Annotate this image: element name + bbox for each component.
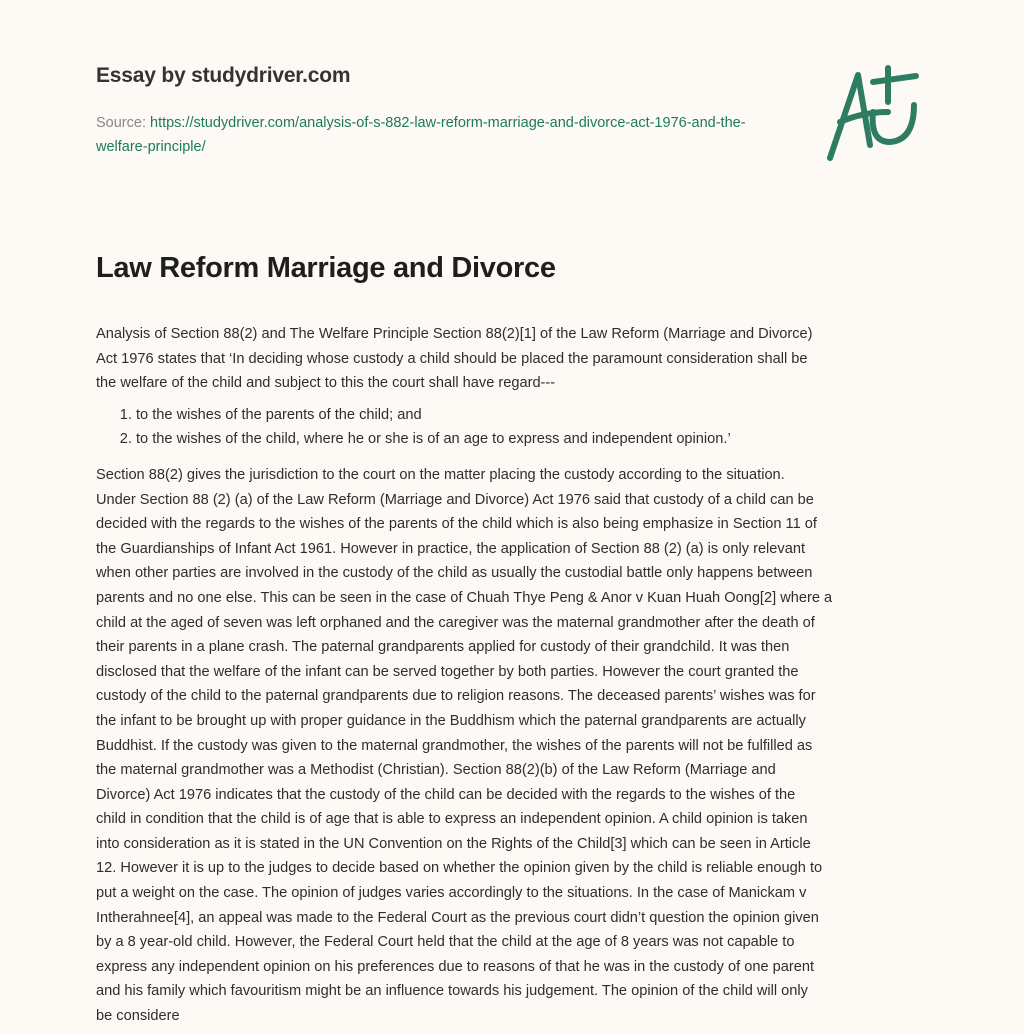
text-line: when other parties are involved in the custody of the child as usually the custodial battle only happens between xyxy=(96,565,813,582)
text-line: disclosed that the welfare of the infant can be served together by both parties. However the court granted the xyxy=(96,663,799,680)
text-line: decided with the regards to the wishes of the parents of the child which is also being emphasize in Section 11 of xyxy=(96,516,817,533)
main-paragraph xyxy=(96,463,936,1029)
site-brand: Essay by studydriver.com xyxy=(96,64,351,87)
source-line xyxy=(96,111,776,159)
text-line: the infant to be brought up with proper guidance in the Buddhism which the paternal grandparents are actually xyxy=(96,712,806,729)
text-line: and his family which favouritism might be an influence towards his judgement. The opinion of the child will only xyxy=(96,983,808,1000)
text-line: the welfare of the child and subject to this the court shall have regard--- xyxy=(96,375,556,392)
text-line: parents and no one else. This can be seen in the case of Chuah Thye Peng & Anor v Kuan Huah Oong[2] where a xyxy=(96,589,833,606)
text-line: the Guardianships of Infant Act 1961. However in practice, the application of Section 88 (2) (a) is only relevant xyxy=(96,540,806,557)
text-line: child at the aged of seven was left orphaned and the caregiver was the maternal grandmother after the death of xyxy=(96,614,815,631)
text-line: child in condition that the child is of age that is able to express an independent opinion. A child opinion is taken xyxy=(96,811,808,828)
source-label: Source: xyxy=(96,115,150,131)
text-line: their parents in a plane crash. The paternal grandparents applied for custody of their grandchild. It was then xyxy=(96,639,790,656)
intro-paragraph xyxy=(96,322,936,396)
essay-title: Law Reform Marriage and Divorce xyxy=(96,252,556,284)
essay-body xyxy=(96,322,936,1029)
text-line: the maternal grandmother was a Methodist (Christian). Section 88(2)(b) of the Law Reform (Marriage and xyxy=(96,762,776,779)
list-item: 1. to the wishes of the parents of the child; and xyxy=(136,403,936,428)
text-line: Act 1976 states that ‘In deciding whose custody a child should be placed the paramount consideration shall be xyxy=(96,350,808,367)
text-line: be considere xyxy=(96,1008,180,1025)
text-line: by a 8 year-old child. However, the Federal Court held that the child at the age of 8 years was not capable to xyxy=(96,934,795,951)
list-item: 2. to the wishes of the child, where he or she is of an age to express and independent opinion.’ xyxy=(136,427,936,452)
wishes-list xyxy=(96,403,936,452)
text-line: Divorce) Act 1976 indicates that the custody of the child can be decided with the regards to the wishes of the xyxy=(96,786,796,803)
text-line: custody of the child to the paternal grandparents due to religion reasons. The deceased parents’ wishes was for xyxy=(96,688,816,705)
text-line: Buddhist. If the custody was given to the maternal grandmother, the wishes of the parents will not be fulfilled as xyxy=(96,737,813,754)
text-line: Section 88(2) gives the jurisdiction to the court on the matter placing the custody according to the situation. xyxy=(96,466,785,483)
a-plus-logo-icon xyxy=(818,50,928,165)
text-line: Analysis of Section 88(2) and The Welfare Principle Section 88(2)[1] of the Law Reform (Marriage and Divorce) xyxy=(96,326,813,342)
source-link[interactable]: https://studydriver.com/analysis-of-s-882-law-reform-marriage-and-divorce-act-1976-and-the-welfare-principle/ xyxy=(96,115,746,155)
text-line: express any independent opinion on his preferences due to reasons of that he was in the custody of one parent xyxy=(96,958,815,975)
text-line: 12. However it is up to the judges to decide based on whether the opinion given by the child is reliable enough to xyxy=(96,860,823,877)
text-line: into consideration as it is stated in the UN Convention on the Rights of the Child[3] which can be seen in Article xyxy=(96,835,811,852)
text-line: Intherahnee[4], an appeal was made to the Federal Court as the previous court didn’t question the opinion given xyxy=(96,909,819,926)
text-line: Under Section 88 (2) (a) of the Law Reform (Marriage and Divorce) Act 1976 said that custody of a child can be xyxy=(96,491,814,508)
text-line: put a weight on the case. The opinion of judges varies accordingly to the situations. In the case of Manickam v xyxy=(96,885,807,902)
